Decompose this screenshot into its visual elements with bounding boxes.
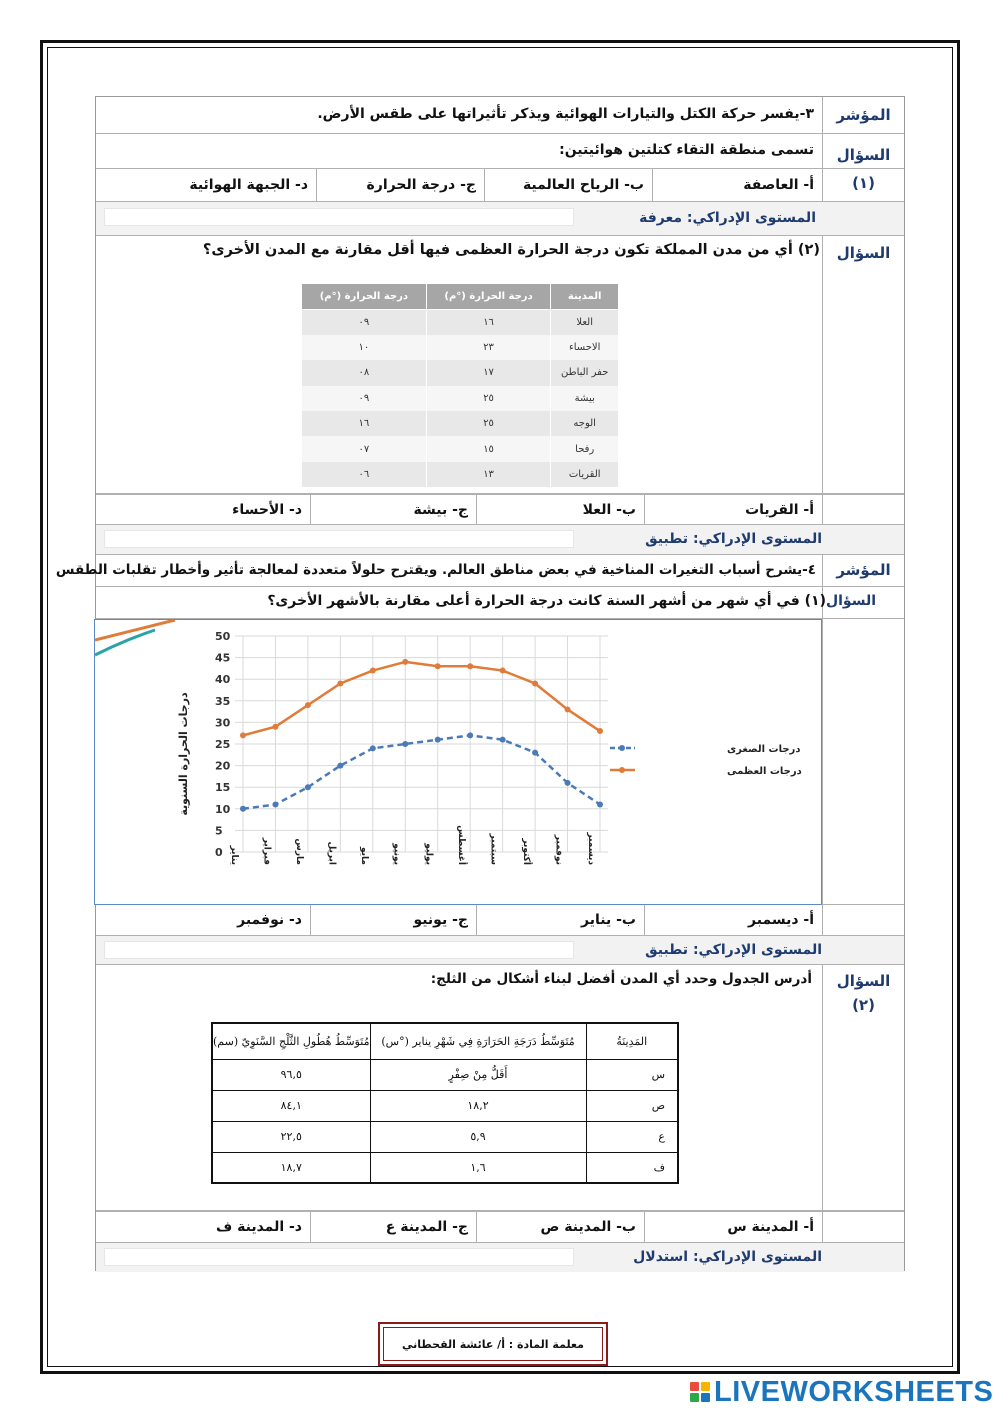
data-point	[402, 741, 408, 747]
x-tick-label: يوليو	[423, 843, 434, 865]
option-c[interactable]: ج- المدينة ع	[310, 1212, 476, 1242]
indicator-label: المؤشر	[822, 555, 904, 586]
brand-name: LIVEWORKSHEETS	[714, 1375, 994, 1408]
y-tick-label: 5	[215, 824, 223, 838]
data-point	[240, 806, 246, 812]
x-tick-label: أغسطس	[456, 825, 467, 865]
table-row: حفر الباطن ١٧ ٠٨	[302, 360, 619, 385]
options-row	[96, 905, 904, 936]
x-tick-label: يونيو	[391, 843, 402, 865]
answer-field[interactable]	[104, 941, 574, 959]
data-point	[532, 750, 538, 756]
series-line	[243, 735, 600, 808]
data-point	[272, 724, 278, 730]
option-c[interactable]: ج- يونيو	[310, 905, 476, 935]
x-tick-label: أكتوبر	[521, 838, 532, 865]
worksheet	[55, 96, 905, 1271]
options-row	[96, 494, 904, 525]
option-d[interactable]: د- الجبهة الهوائية	[189, 177, 308, 193]
snow-city-table	[211, 1022, 679, 1184]
data-point	[337, 763, 343, 769]
question-text: السؤال(١) في أي شهر من أشهر السنة كانت درجة الحرارة أعلى مقارنة بالأشهر الأخرى؟	[267, 593, 876, 609]
options-row	[96, 1211, 904, 1243]
data-point	[305, 784, 311, 790]
x-tick-label: ديسمبر	[586, 832, 596, 865]
data-point	[435, 663, 441, 669]
question-text: أدرس الجدول وحدد أي المدن أفضل لبناء أشكال من الثلج:	[430, 971, 812, 987]
question-label: السؤال (٢)	[822, 965, 904, 1210]
legend-label: درجات العظمى	[727, 766, 802, 777]
teacher-box	[378, 1322, 608, 1366]
data-point	[370, 745, 376, 751]
data-point	[402, 659, 408, 665]
y-tick-label: 50	[215, 630, 231, 643]
option-b[interactable]: ب- العلا	[476, 495, 644, 524]
series-line	[243, 662, 600, 735]
x-tick-label: ابريل	[326, 841, 337, 865]
x-tick-label: فبراير	[261, 837, 272, 865]
table-row: القريات ١٣ ٠٦	[302, 462, 619, 487]
x-tick-label: يناير	[229, 845, 239, 865]
option-b[interactable]: ب- يناير	[476, 905, 644, 935]
data-point	[467, 663, 473, 669]
question-text: تسمى منطقة التقاء كتلتين هوائيتين:	[559, 142, 814, 158]
chart-frame	[94, 619, 822, 905]
data-point	[500, 737, 506, 743]
answer-field[interactable]	[104, 530, 574, 548]
column-header: المَدِينَةُ	[586, 1023, 678, 1059]
option-a[interactable]: أ- المدينة س	[644, 1212, 822, 1242]
option-d[interactable]: د- المدينة ف	[216, 1219, 302, 1235]
city-temperature-table	[301, 283, 619, 487]
column-header: درجة الحرارة (°م)	[426, 284, 551, 310]
question-label: السؤال (١)	[822, 134, 904, 204]
option-a[interactable]: أ- العاصفة	[652, 169, 822, 201]
answer-field[interactable]	[104, 208, 574, 226]
table-row: ف ١,٦ ١٨,٧	[212, 1152, 678, 1183]
indicator-text: ٣-يفسر حركة الكتل والتيارات الهوائية ويذكر تأثيراتها على طقس الأرض.	[317, 106, 814, 122]
table-row: ص ١٨,٢ ٨٤,١	[212, 1090, 678, 1121]
y-tick-label: 25	[215, 738, 231, 751]
x-tick-label: سبتمبر	[488, 833, 499, 865]
option-d[interactable]: د- نوفمبر	[237, 912, 302, 928]
temperature-line-chart	[95, 620, 820, 903]
cognitive-level: المستوى الإدراكي: معرفة	[639, 210, 816, 226]
column-header: مُتَوَسِّطُ هُطُولِ الثَّلْجِ السَّنَوِيّ (سم)	[212, 1023, 370, 1059]
question-label: السؤال	[822, 236, 904, 493]
indicator-label: المؤشر	[822, 97, 904, 133]
y-tick-label: 0	[215, 846, 223, 859]
data-point	[532, 681, 538, 687]
question-row	[96, 587, 904, 619]
level-row	[96, 202, 904, 236]
options-row	[96, 169, 904, 202]
table-row: رفحا ١٥ ٠٧	[302, 436, 619, 461]
indicator-row-4	[55, 555, 904, 587]
liveworksheets-logo	[690, 1375, 993, 1409]
data-point	[272, 801, 278, 807]
data-point	[370, 668, 376, 674]
legend-marker	[619, 745, 625, 751]
data-point	[597, 801, 603, 807]
indicator-row-3	[96, 97, 904, 134]
y-tick-label: 40	[215, 673, 231, 687]
data-point	[565, 780, 571, 786]
option-b[interactable]: ب- المدينة ص	[476, 1212, 644, 1242]
column-header: المدينة	[551, 284, 619, 310]
indicator-text: ٤-يشرح أسباب التغيرات المناخية في بعض مناطق العالم. ويقترح حلولاً متعددة لمعالجة تأثير وأخطار تقلبات الطقس	[55, 562, 816, 578]
teacher-name: معلمة المادة : أ/ عائشة القحطاني	[383, 1327, 603, 1361]
level-row	[96, 525, 904, 555]
option-d[interactable]: د- الأحساء	[232, 501, 302, 518]
legend-marker	[619, 767, 625, 773]
cognitive-level: المستوى الإدراكي: تطبيق	[645, 531, 822, 547]
table-row: ع ٥,٩ ٢٢,٥	[212, 1121, 678, 1152]
x-tick-label: نوفمبر	[553, 834, 564, 865]
level-row	[96, 936, 904, 965]
option-b[interactable]: ب- الرياح العالمية	[484, 169, 652, 201]
table-row: س أَقَلُّ مِنْ صِفْرٍ ٩٦,٥	[212, 1059, 678, 1090]
answer-field[interactable]	[104, 1248, 574, 1266]
table-row: بيشة ٢٥ ٠٩	[302, 386, 619, 411]
y-tick-label: 45	[215, 651, 231, 665]
option-a[interactable]: أ- القريات	[644, 495, 822, 524]
table-row: العلا ١٦ ٠٩	[302, 310, 619, 335]
logo-grid-icon	[690, 1382, 710, 1402]
legend-label: درجات الصغرى	[727, 744, 801, 755]
column-header: درجة الحرارة (°م)	[302, 284, 427, 310]
data-point	[565, 706, 571, 712]
data-point	[467, 732, 473, 738]
x-tick-label: مايو	[358, 847, 369, 865]
option-c[interactable]: ج- درجة الحرارة	[316, 169, 484, 201]
data-point	[597, 728, 603, 734]
x-tick-label: مارس	[293, 838, 304, 865]
level-row	[96, 1243, 904, 1272]
option-c[interactable]: ج- بيشة	[310, 495, 476, 524]
cognitive-level: المستوى الإدراكي: استدلال	[633, 1249, 822, 1265]
column-header: مُتَوَسِّطُ دَرَجَةِ الحَرَارَةِ فِي شَهْرِ يناير (°س)	[370, 1023, 586, 1059]
option-a[interactable]: أ- ديسمبر	[644, 905, 822, 935]
y-tick-label: 35	[215, 694, 231, 708]
data-point	[500, 668, 506, 674]
y-tick-label: 15	[215, 781, 231, 795]
data-point	[435, 737, 441, 743]
y-axis-label: درجات الحرارة السنوية	[177, 692, 190, 816]
cognitive-level: المستوى الإدراكي: تطبيق	[645, 942, 822, 958]
table-row: الوجه ٢٥ ١٦	[302, 411, 619, 436]
data-point	[240, 732, 246, 738]
y-tick-label: 30	[215, 716, 231, 730]
data-point	[337, 681, 343, 687]
data-point	[305, 702, 311, 708]
chart-row	[96, 619, 904, 905]
table-row: الاحساء ٢٣ ١٠	[302, 335, 619, 360]
y-tick-label: 10	[215, 802, 231, 816]
question-text: (٢) أي من مدن المملكة تكون درجة الحرارة العظمى فيها أقل مقارنة مع المدن الأخرى؟	[202, 242, 820, 258]
y-tick-label: 20	[215, 759, 231, 773]
